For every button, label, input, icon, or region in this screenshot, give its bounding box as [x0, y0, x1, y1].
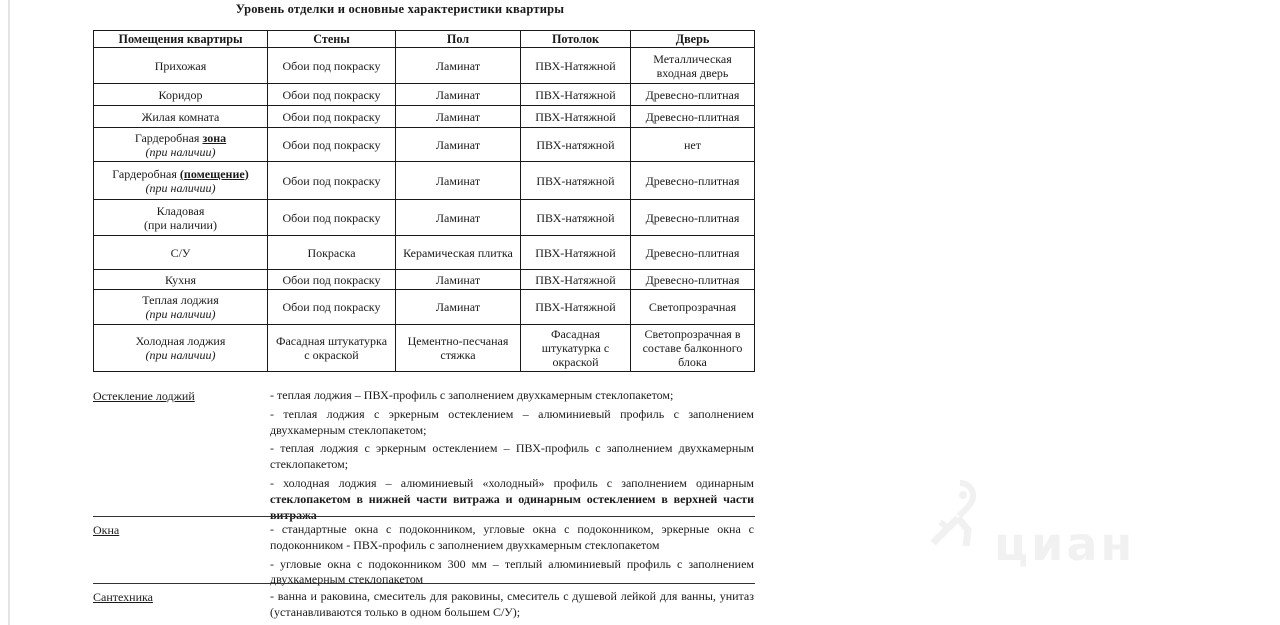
ceiling-cell: ПВХ-Натяжной: [521, 106, 631, 128]
walls-cell: Обои под покраску: [268, 290, 396, 325]
door-cell: Древесно-плитная: [631, 106, 755, 128]
door-cell: Светопрозрачная: [631, 290, 755, 325]
section-windows: [93, 516, 755, 587]
room-cell: Кухня: [94, 270, 268, 290]
bullet-item: - холодная лоджия – алюминиевый «холодный» профиль с заполнением одинарным стеклопакетом в нижней части витража и одинарным остеклением в верхней части витража: [270, 475, 754, 522]
section-plumbing: [93, 583, 755, 625]
table-row: [94, 162, 755, 200]
room-cell: Кладовая (при наличии): [94, 200, 268, 236]
header-floor: Пол: [396, 31, 521, 48]
room-cell: Теплая лоджия (при наличии): [94, 290, 268, 325]
cian-watermark-icon: [930, 480, 982, 567]
bullet-item: - стандартные окна с подоконником, угловые окна с подоконником, эркерные окна с подоконником - ПВХ-профиль с заполнением двухкамерным стеклопакетом: [270, 522, 754, 552]
walls-cell: Обои под покраску: [268, 162, 396, 200]
door-cell: Металлическая входная дверь: [631, 48, 755, 84]
floor-cell: Ламинат: [396, 270, 521, 290]
floor-cell: Ламинат: [396, 48, 521, 84]
section-content: [270, 388, 754, 526]
walls-cell: Обои под покраску: [268, 128, 396, 162]
document-title: Уровень отделки и основные характеристики квартиры: [235, 2, 565, 16]
room-cell: Коридор: [94, 84, 268, 106]
room-cell: Холодная лоджия (при наличии): [94, 325, 268, 372]
table-row: [94, 270, 755, 290]
header-walls: Стены: [268, 31, 396, 48]
ceiling-cell: ПВХ-натяжной: [521, 128, 631, 162]
door-cell: Древесно-плитная: [631, 84, 755, 106]
walls-cell: Обои под покраску: [268, 270, 396, 290]
ceiling-cell: ПВХ-Натяжной: [521, 48, 631, 84]
ceiling-cell: ПВХ-Натяжной: [521, 236, 631, 270]
bullet-item: - теплая лоджия с эркерным остеклением – ПВХ-профиль с заполнением двухкамерным стеклопакетом;: [270, 441, 754, 472]
section-label: Окна: [93, 523, 120, 537]
door-cell: Древесно-плитная: [631, 162, 755, 200]
door-cell: нет: [631, 128, 755, 162]
floor-cell: Ламинат: [396, 84, 521, 106]
room-cell: Жилая комната: [94, 106, 268, 128]
bullet-item: - ванна и раковина, смеситель для раковины, смеситель с душевой лейкой для ванны, унитаз (устанавливаются только в одном большем С/У);: [270, 589, 754, 619]
door-cell: Древесно-плитная: [631, 236, 755, 270]
ceiling-cell: ПВХ-Натяжной: [521, 84, 631, 106]
floor-cell: Ламинат: [396, 200, 521, 236]
table-row: [94, 106, 755, 128]
door-cell: Древесно-плитная: [631, 200, 755, 236]
section-loggia-glazing: [93, 383, 755, 522]
cian-watermark-text: циан: [994, 517, 1136, 571]
room-cell: С/У: [94, 236, 268, 270]
section-label: Сантехника: [93, 590, 153, 604]
table-row: [94, 48, 755, 84]
table-row: [94, 200, 755, 236]
finishing-spec-table: [93, 30, 755, 372]
room-cell: Прихожая: [94, 48, 268, 84]
ceiling-cell: ПВХ-Натяжной: [521, 290, 631, 325]
bullet-item: - теплая лоджия – ПВХ-профиль с заполнением двухкамерным стеклопакетом;: [270, 388, 674, 402]
floor-cell: Цементно-песчаная стяжка: [396, 325, 521, 372]
section-label: Остекление лоджий: [93, 389, 195, 403]
walls-cell: Покраска: [268, 236, 396, 270]
walls-cell: Обои под покраску: [268, 48, 396, 84]
walls-cell: Обои под покраску: [268, 200, 396, 236]
bullet-item: - теплая лоджия с эркерным остеклением – алюминиевый профиль с заполнением двухкамерным стеклопакетом;: [270, 406, 754, 437]
ceiling-cell: ПВХ-натяжной: [521, 162, 631, 200]
bullet-item: - угловые окна с подоконником 300 мм – теплый алюминиевый профиль с заполнением двухкамерным стеклопакетом: [270, 556, 754, 587]
table-row: [94, 236, 755, 270]
room-cell: Гардеробная зона (при наличии): [94, 128, 268, 162]
table-row: [94, 84, 755, 106]
spec-sections: [93, 383, 755, 625]
header-rooms: Помещения квартиры: [94, 31, 268, 48]
section-content: [270, 589, 754, 624]
door-cell: Светопрозрачная в составе балконного блока: [631, 325, 755, 372]
floor-cell: Ламинат: [396, 290, 521, 325]
room-cell: Гардеробная (помещение) (при наличии): [94, 162, 268, 200]
door-cell: Древесно-плитная: [631, 270, 755, 290]
page-edge-divider: [8, 0, 10, 625]
table-row: [94, 290, 755, 325]
ceiling-cell: Фасадная штукатурка с окраской: [521, 325, 631, 372]
floor-cell: Ламинат: [396, 106, 521, 128]
floor-cell: Ламинат: [396, 162, 521, 200]
table-header-row: [94, 31, 755, 48]
floor-cell: Керамическая плитка: [396, 236, 521, 270]
header-ceiling: Потолок: [521, 31, 631, 48]
walls-cell: Обои под покраску: [268, 84, 396, 106]
ceiling-cell: ПВХ-Натяжной: [521, 270, 631, 290]
floor-cell: Ламинат: [396, 128, 521, 162]
ceiling-cell: ПВХ-натяжной: [521, 200, 631, 236]
cian-watermark: [930, 482, 1160, 571]
table-row: [94, 325, 755, 372]
table-row: [94, 128, 755, 162]
walls-cell: Обои под покраску: [268, 106, 396, 128]
walls-cell: Фасадная штукатурка с окраской: [268, 325, 396, 372]
section-content: [270, 522, 754, 591]
header-door: Дверь: [631, 31, 755, 48]
